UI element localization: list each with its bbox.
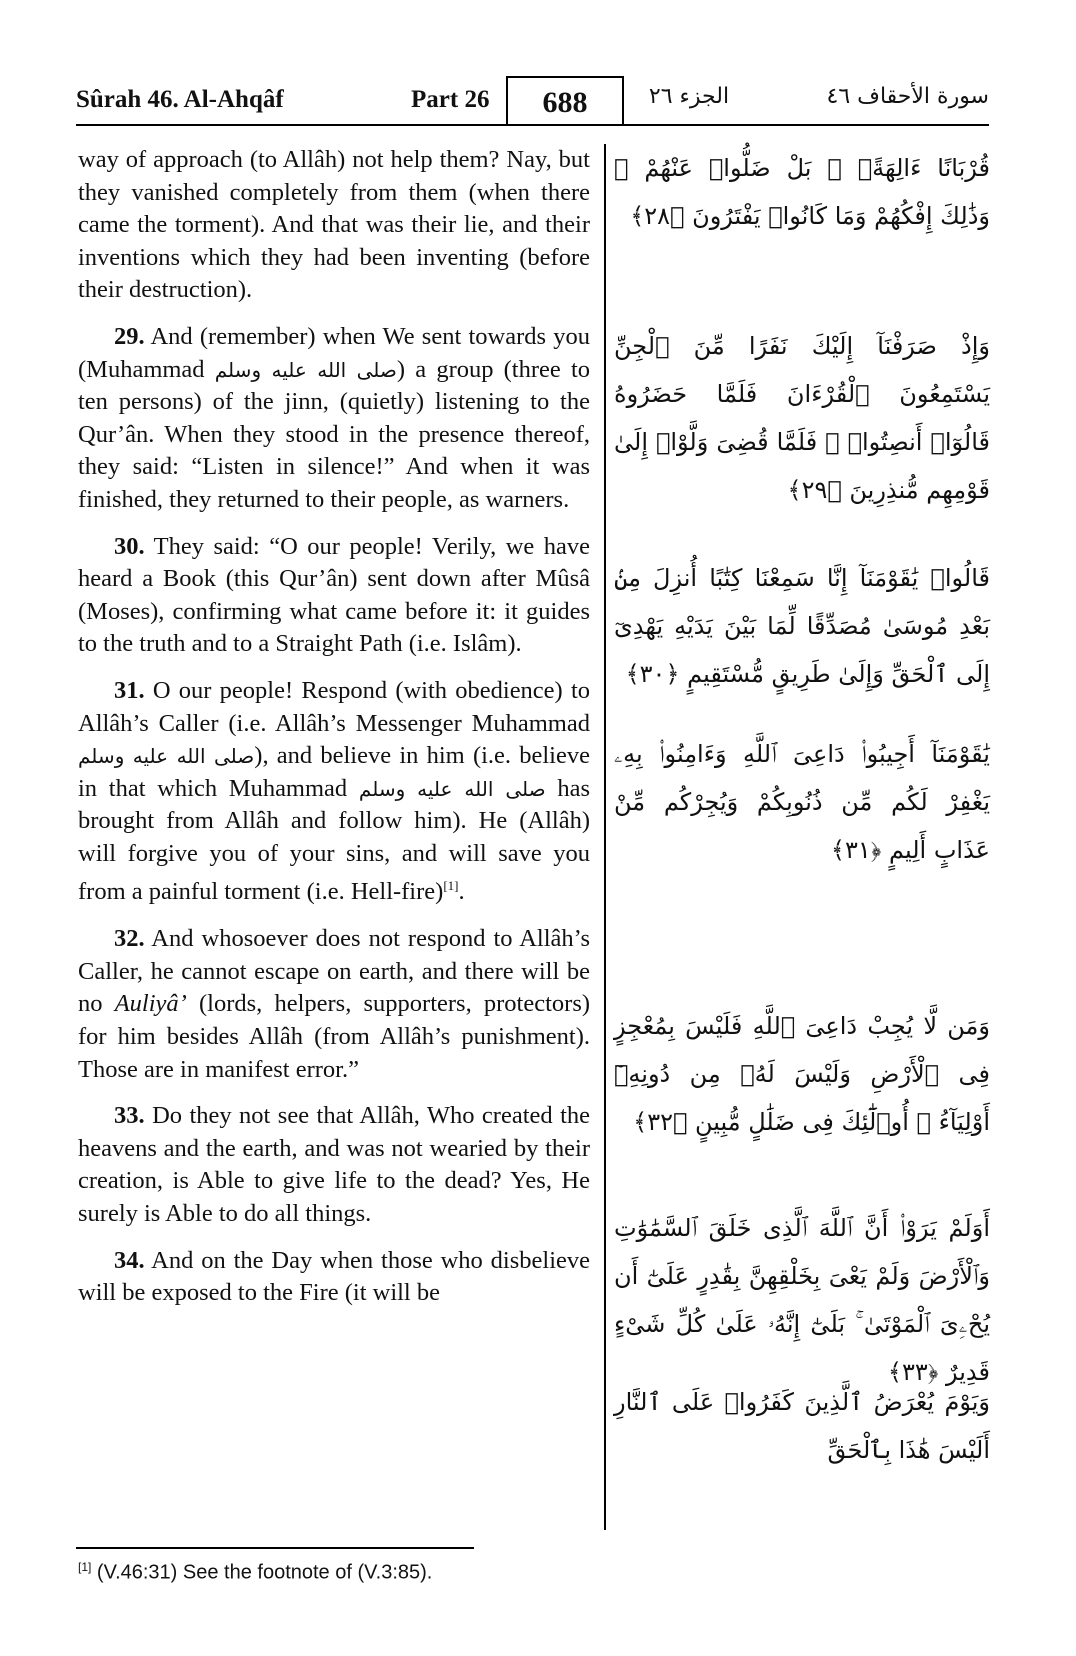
paragraph-verse-31: [78, 675, 590, 909]
verse-text: They said: “O our people! Verily, we have heard a Book (this Qur’ân) sent down after Mûsâ (Moses), confirming what came before it: it guides to the truth and to a Straight Path (i.e. Islâm).: [78, 532, 590, 658]
verse-text: And (remember) when We sent towards you (Muhammad: [78, 322, 590, 383]
verse-text: ), and believe in him (i.e. believe in that which Muhammad: [78, 742, 590, 802]
page-number: 688: [506, 76, 624, 124]
pbuh-glyph: صلى الله عليه وسلم: [78, 744, 255, 769]
paragraph-verse-28-end: [78, 144, 590, 307]
verse-number: 29.: [114, 322, 145, 350]
arabic-verse-30: قَالُوا۟ يَٰقَوْمَنَآ إِنَّا سَمِعْنَا كِتَٰبًا أُنزِلَ مِنۢ بَعْدِ مُوسَىٰ مُصَدِّقًا لِّمَا بَيْنَ يَدَيْهِ يَهْدِىٓ إِلَى ٱلْحَقِّ وَإِلَىٰ طَرِيقٍ مُّسْتَقِيمٍ ﴿٣٠﴾: [614, 564, 990, 688]
paragraph-verse-30: [78, 531, 590, 661]
header-rule: [76, 124, 989, 126]
paragraph-verse-33: [78, 1100, 590, 1230]
arabic-verse-31: يَٰقَوْمَنَآ أَجِيبُوا۟ دَاعِىَ ٱللَّهِ وَءَامِنُوا۟ بِهِۦ يَغْفِرْ لَكُم مِّن ذُنُوبِكُمْ وَيُجِرْكُم مِّنْ عَذَابٍ أَلِيمٍ ﴿٣١﴾: [614, 740, 990, 864]
footnote-text: (V.46:31) See the footnote of (V.3:85).: [96, 1561, 433, 1584]
arabic-verse-32: وَمَن لَّا يُجِبْ دَاعِىَ ٱللَّهِ فَلَيْسَ بِمُعْجِزٍ فِى ٱلْأَرْضِ وَلَيْسَ لَهُۥ مِن دُونِهِۦٓ أَوْلِيَآءُ ۚ أُو۟لَٰٓئِكَ فِى ضَلَٰلٍ مُّبِينٍ ﴿٣٢﴾: [614, 1012, 990, 1136]
verse-number: 30.: [114, 532, 145, 560]
arabic-verse-34: وَيَوْمَ يُعْرَضُ ٱلَّذِينَ كَفَرُوا۟ عَلَى ٱلنَّارِ أَلَيْسَ هَٰذَا بِٱلْحَقِّ: [614, 1388, 990, 1464]
paragraph-verse-34: [78, 1245, 590, 1310]
arabic-part-label: الجزء ٢٦: [648, 84, 730, 109]
arabic-verse-29: وَإِذْ صَرَفْنَآ إِلَيْكَ نَفَرًا مِّنَ ٱلْجِنِّ يَسْتَمِعُونَ ٱلْقُرْءَانَ فَلَمَّا حَضَرُوهُ قَالُوٓا۟ أَنصِتُوا۟ ۖ فَلَمَّا قُضِىَ وَلَّوْا۟ إِلَىٰ قَوْمِهِم مُّنذِرِينَ ﴿٢٩﴾: [614, 332, 990, 504]
verse-number: 32.: [114, 925, 145, 953]
column-divider: [604, 144, 606, 1530]
arabic-verse-28: قُرْبَانًا ءَالِهَةًۢ ۖ بَلْ ضَلُّوا۟ عَنْهُمْ ۚ وَذَٰلِكَ إِفْكُهُمْ وَمَا كَانُوا۟ يَفْتَرُونَ ﴿٢٨﴾: [614, 154, 990, 230]
verse-text: And whosoever does not respond to Allâh’s Caller, he cannot escape on earth, and there will be no: [78, 925, 590, 1018]
footnote-rule: [76, 1547, 474, 1549]
pbuh-glyph: صلى الله عليه وسلم: [358, 776, 546, 801]
footnote-ref[interactable]: [1]: [443, 878, 459, 894]
verse-text: .: [458, 878, 465, 906]
verse-text: And on the Day when those who disbelieve will be exposed to the Fire (it will be: [78, 1246, 590, 1307]
verse-number: 34.: [114, 1246, 145, 1274]
verse-text: way of approach (to Allâh) not help them? Nay, but they vanished completely from them (when there came the torment). And that was their lie, and their inventions which they had been inventing (before their destruction).: [78, 146, 590, 304]
verse-text: has brought from Allâh and follow him). He (Allâh) will forgive you of your sins, and will save you from a painful torment (i.e. Hell-fire): [78, 774, 590, 906]
verse-text: Do they not see that Allâh, Who created the heavens and the earth, and was not wearied by their creation, is Able to give life to the dead? Yes, He surely is Able to do all things.: [78, 1102, 591, 1227]
verse-text: (lords, helpers, supporters, protectors) for him besides Allâh (from Allâh’s punishment). Those are in manifest error.”: [78, 990, 591, 1083]
arabic-verse-33: أَوَلَمْ يَرَوْا۟ أَنَّ ٱللَّهَ ٱلَّذِى خَلَقَ ٱلسَّمَٰوَٰتِ وَٱلْأَرْضَ وَلَمْ يَعْىَ بِخَلْقِهِنَّ بِقَٰدِرٍ عَلَىٰٓ أَن يُحْۦِىَ ٱلْمَوْتَىٰ ۚ بَلَىٰٓ إِنَّهُۥ عَلَىٰ كُلِّ شَىْءٍ قَدِيرٌ ﴿٣٣﴾: [614, 1214, 990, 1386]
surah-title: Sûrah 46. Al-Ahqâf: [76, 86, 284, 113]
verse-text: O our people! Respond (with obedience) to Allâh’s Caller (i.e. Allâh’s Messenger Muhammad: [78, 676, 590, 737]
pbuh-glyph: صلى الله عليه وسلم: [214, 357, 397, 382]
footnote: [78, 1560, 432, 1585]
paragraph-verse-29: [78, 321, 590, 517]
verse-text: ) a group (three to ten persons) of the jinn, (quietly) listening to the Qur’ân. When they stood in the presence thereof, they said: “Listen in silence!” And when it was finished, they returned to their people, as warners.: [78, 355, 591, 513]
italic-term: Auliyâ’: [114, 990, 187, 1018]
page-header: [76, 78, 989, 126]
verse-number: 33.: [114, 1102, 145, 1130]
paragraph-verse-32: [78, 923, 590, 1086]
arabic-surah-title: سورة الأحقاف ٤٦: [826, 84, 989, 109]
footnote-marker: [1]: [78, 1560, 92, 1574]
verse-number: 31.: [114, 676, 145, 704]
english-column: [78, 144, 590, 1324]
part-label: Part 26: [411, 86, 490, 113]
